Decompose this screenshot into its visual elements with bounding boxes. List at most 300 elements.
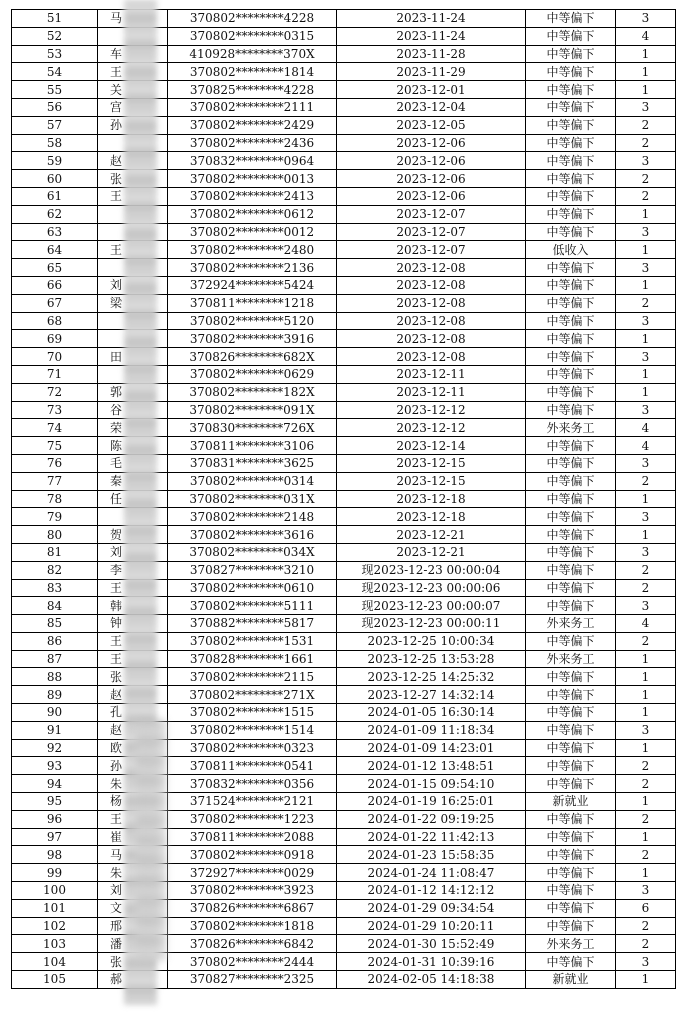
row-number-cell: 67 <box>12 294 98 312</box>
household-count-cell: 3 <box>616 882 676 900</box>
row-number-cell: 76 <box>12 454 98 472</box>
household-count-cell: 2 <box>616 134 676 152</box>
id-number-cell: 370826********682X <box>168 348 337 366</box>
date-cell: 2023-12-01 <box>337 81 526 99</box>
table-row <box>12 739 676 757</box>
id-number-cell: 371524********2121 <box>168 793 337 811</box>
name-text: 孙 <box>110 758 124 773</box>
table-row <box>12 686 676 704</box>
table-row <box>12 971 676 989</box>
household-count-cell: 1 <box>616 704 676 722</box>
category-cell: 中等偏下 <box>526 330 616 348</box>
name-text: 刘 <box>110 278 124 293</box>
household-count-cell: 2 <box>616 561 676 579</box>
row-number-cell: 99 <box>12 864 98 882</box>
table-row <box>12 401 676 419</box>
date-cell: 2023-12-08 <box>337 276 526 294</box>
name-text: 朱 <box>110 865 124 880</box>
row-number-cell: 105 <box>12 971 98 989</box>
id-number-cell: 370825********4228 <box>168 81 337 99</box>
date-cell: 2023-12-11 <box>337 365 526 383</box>
household-count-cell: 2 <box>616 187 676 205</box>
category-cell: 中等偏下 <box>526 27 616 45</box>
household-count-cell: 2 <box>616 632 676 650</box>
name-text: 刘 <box>110 545 124 560</box>
date-cell: 2023-12-12 <box>337 419 526 437</box>
table-row <box>12 81 676 99</box>
row-number-cell: 52 <box>12 27 98 45</box>
row-number-cell: 64 <box>12 241 98 259</box>
date-cell: 现2023-12-23 00:00:11 <box>337 615 526 633</box>
category-cell: 中等偏下 <box>526 561 616 579</box>
household-count-cell: 4 <box>616 419 676 437</box>
row-number-cell: 92 <box>12 739 98 757</box>
date-cell: 2023-12-08 <box>337 259 526 277</box>
name-text: 车 <box>110 46 124 61</box>
date-cell: 2023-12-07 <box>337 241 526 259</box>
category-cell: 中等偏下 <box>526 597 616 615</box>
table-row <box>12 116 676 134</box>
category-cell: 中等偏下 <box>526 187 616 205</box>
id-number-cell: 370802********2429 <box>168 116 337 134</box>
category-cell: 中等偏下 <box>526 882 616 900</box>
name-text: 潘 <box>110 936 124 951</box>
household-count-cell: 3 <box>616 312 676 330</box>
table-row <box>12 615 676 633</box>
category-cell: 中等偏下 <box>526 170 616 188</box>
row-number-cell: 97 <box>12 828 98 846</box>
household-count-cell: 3 <box>616 454 676 472</box>
household-count-cell: 4 <box>616 437 676 455</box>
table-row <box>12 846 676 864</box>
date-cell: 2024-01-30 15:52:49 <box>337 935 526 953</box>
category-cell: 中等偏下 <box>526 526 616 544</box>
table-row <box>12 259 676 277</box>
category-cell: 中等偏下 <box>526 757 616 775</box>
name-text: 钟 <box>110 616 124 631</box>
table-body <box>12 10 676 989</box>
name-text: 王 <box>110 652 124 667</box>
id-number-cell: 370802********0629 <box>168 365 337 383</box>
id-number-cell: 370802********2111 <box>168 98 337 116</box>
date-cell: 2023-11-24 <box>337 10 526 28</box>
name-text: 赵 <box>110 723 124 738</box>
date-cell: 2023-12-18 <box>337 508 526 526</box>
date-cell: 2023-12-25 10:00:34 <box>337 632 526 650</box>
table-row <box>12 953 676 971</box>
name-text: 王 <box>110 242 124 257</box>
name-text: 贺 <box>110 527 124 542</box>
category-cell: 新就业 <box>526 793 616 811</box>
name-text: 欧 <box>110 741 124 756</box>
date-cell: 2024-01-05 16:30:14 <box>337 704 526 722</box>
date-cell: 2023-12-25 14:25:32 <box>337 668 526 686</box>
row-number-cell: 79 <box>12 508 98 526</box>
table-row <box>12 241 676 259</box>
date-cell: 2023-12-21 <box>337 526 526 544</box>
id-number-cell: 370802********2413 <box>168 187 337 205</box>
row-number-cell: 57 <box>12 116 98 134</box>
id-number-cell: 370802********5111 <box>168 597 337 615</box>
row-number-cell: 102 <box>12 917 98 935</box>
date-cell: 2023-11-28 <box>337 45 526 63</box>
row-number-cell: 78 <box>12 490 98 508</box>
date-cell: 2024-01-09 11:18:34 <box>337 721 526 739</box>
category-cell: 外来务工 <box>526 419 616 437</box>
name-text: 刘 <box>110 883 124 898</box>
table-row <box>12 650 676 668</box>
name-text: 朱 <box>110 776 124 791</box>
id-number-cell: 370830********726X <box>168 419 337 437</box>
id-number-cell: 370802********2436 <box>168 134 337 152</box>
date-cell: 2023-12-25 13:53:28 <box>337 650 526 668</box>
table-row <box>12 472 676 490</box>
id-number-cell: 370811********0541 <box>168 757 337 775</box>
category-cell: 中等偏下 <box>526 721 616 739</box>
date-cell: 2024-01-22 11:42:13 <box>337 828 526 846</box>
date-cell: 2024-02-05 14:18:38 <box>337 971 526 989</box>
date-cell: 2023-12-06 <box>337 187 526 205</box>
row-number-cell: 62 <box>12 205 98 223</box>
table-row <box>12 437 676 455</box>
household-count-cell: 1 <box>616 668 676 686</box>
row-number-cell: 54 <box>12 63 98 81</box>
id-number-cell: 370831********3625 <box>168 454 337 472</box>
table-row <box>12 793 676 811</box>
category-cell: 中等偏下 <box>526 259 616 277</box>
name-text: 王 <box>110 812 124 827</box>
category-cell: 中等偏下 <box>526 437 616 455</box>
category-cell: 中等偏下 <box>526 864 616 882</box>
category-cell: 中等偏下 <box>526 508 616 526</box>
id-number-cell: 370811********3106 <box>168 437 337 455</box>
date-cell: 2023-12-18 <box>337 490 526 508</box>
table-row <box>12 98 676 116</box>
category-cell: 中等偏下 <box>526 365 616 383</box>
household-count-cell: 1 <box>616 330 676 348</box>
household-count-cell: 2 <box>616 472 676 490</box>
name-text: 邢 <box>110 919 124 934</box>
name-text: 赵 <box>110 687 124 702</box>
id-number-cell: 370827********3210 <box>168 561 337 579</box>
row-number-cell: 75 <box>12 437 98 455</box>
row-number-cell: 86 <box>12 632 98 650</box>
id-number-cell: 370802********2444 <box>168 953 337 971</box>
name-text: 宫 <box>110 100 124 115</box>
name-text: 张 <box>110 954 124 969</box>
category-cell: 中等偏下 <box>526 63 616 81</box>
id-number-cell: 370832********0356 <box>168 775 337 793</box>
date-cell: 2023-12-14 <box>337 437 526 455</box>
table-row <box>12 205 676 223</box>
category-cell: 中等偏下 <box>526 205 616 223</box>
name-text: 马 <box>110 847 124 862</box>
household-count-cell: 2 <box>616 935 676 953</box>
row-number-cell: 53 <box>12 45 98 63</box>
table-row <box>12 579 676 597</box>
date-cell: 2023-12-07 <box>337 205 526 223</box>
date-cell: 2023-12-08 <box>337 348 526 366</box>
name-text: 陈 <box>110 438 124 453</box>
date-cell: 2024-01-29 10:20:11 <box>337 917 526 935</box>
household-count-cell: 2 <box>616 917 676 935</box>
household-count-cell: 4 <box>616 27 676 45</box>
privacy-blur-mask-lower <box>136 720 166 960</box>
id-number-cell: 370802********0918 <box>168 846 337 864</box>
id-number-cell: 370802********034X <box>168 543 337 561</box>
id-number-cell: 370802********2148 <box>168 508 337 526</box>
row-number-cell: 103 <box>12 935 98 953</box>
name-text: 荣 <box>110 420 124 435</box>
row-number-cell: 60 <box>12 170 98 188</box>
date-cell: 2024-01-15 09:54:10 <box>337 775 526 793</box>
name-text: 毛 <box>110 456 124 471</box>
date-cell: 2024-01-12 14:12:12 <box>337 882 526 900</box>
id-number-cell: 370802********0012 <box>168 223 337 241</box>
date-cell: 2023-12-07 <box>337 223 526 241</box>
date-cell: 2023-12-06 <box>337 134 526 152</box>
name-text: 王 <box>110 580 124 595</box>
category-cell: 中等偏下 <box>526 45 616 63</box>
household-count-cell: 1 <box>616 793 676 811</box>
id-number-cell: 370802********1818 <box>168 917 337 935</box>
category-cell: 中等偏下 <box>526 917 616 935</box>
table-row <box>12 899 676 917</box>
category-cell: 中等偏下 <box>526 10 616 28</box>
row-number-cell: 56 <box>12 98 98 116</box>
id-number-cell: 370802********2480 <box>168 241 337 259</box>
table-row <box>12 276 676 294</box>
id-number-cell: 370802********1814 <box>168 63 337 81</box>
name-text: 郝 <box>110 972 124 987</box>
table-row <box>12 917 676 935</box>
name-text: 崔 <box>110 830 124 845</box>
table-row <box>12 543 676 561</box>
id-number-cell: 370828********1661 <box>168 650 337 668</box>
id-number-cell: 370802********3916 <box>168 330 337 348</box>
table-row <box>12 810 676 828</box>
id-number-cell: 370827********2325 <box>168 971 337 989</box>
row-number-cell: 89 <box>12 686 98 704</box>
date-cell: 2024-01-29 09:34:54 <box>337 899 526 917</box>
category-cell: 中等偏下 <box>526 348 616 366</box>
id-number-cell: 372927********0029 <box>168 864 337 882</box>
row-number-cell: 93 <box>12 757 98 775</box>
table-row <box>12 294 676 312</box>
row-number-cell: 55 <box>12 81 98 99</box>
id-number-cell: 370832********0964 <box>168 152 337 170</box>
name-text: 韩 <box>110 598 124 613</box>
name-text: 文 <box>110 901 124 916</box>
name-text: 张 <box>110 171 124 186</box>
id-number-cell: 370802********031X <box>168 490 337 508</box>
id-number-cell: 370802********0314 <box>168 472 337 490</box>
row-number-cell: 63 <box>12 223 98 241</box>
date-cell: 2024-01-09 14:23:01 <box>337 739 526 757</box>
table-row <box>12 561 676 579</box>
household-count-cell: 3 <box>616 223 676 241</box>
category-cell: 中等偏下 <box>526 116 616 134</box>
id-number-cell: 410928********370X <box>168 45 337 63</box>
id-number-cell: 370802********271X <box>168 686 337 704</box>
household-count-cell: 1 <box>616 971 676 989</box>
table-row <box>12 454 676 472</box>
date-cell: 2024-01-24 11:08:47 <box>337 864 526 882</box>
household-count-cell: 2 <box>616 757 676 775</box>
row-number-cell: 72 <box>12 383 98 401</box>
id-number-cell: 370811********2088 <box>168 828 337 846</box>
category-cell: 低收入 <box>526 241 616 259</box>
category-cell: 中等偏下 <box>526 472 616 490</box>
table-row <box>12 134 676 152</box>
date-cell: 2023-12-06 <box>337 152 526 170</box>
date-cell: 2023-12-15 <box>337 454 526 472</box>
table-row <box>12 597 676 615</box>
row-number-cell: 66 <box>12 276 98 294</box>
name-text: 郭 <box>110 385 124 400</box>
name-text: 张 <box>110 669 124 684</box>
row-number-cell: 73 <box>12 401 98 419</box>
row-number-cell: 71 <box>12 365 98 383</box>
row-number-cell: 95 <box>12 793 98 811</box>
category-cell: 中等偏下 <box>526 668 616 686</box>
name-text: 杨 <box>110 794 124 809</box>
id-number-cell: 370802********0315 <box>168 27 337 45</box>
row-number-cell: 61 <box>12 187 98 205</box>
name-text: 马 <box>110 11 124 26</box>
category-cell: 中等偏下 <box>526 846 616 864</box>
date-cell: 2023-11-29 <box>337 63 526 81</box>
name-text: 王 <box>110 189 124 204</box>
name-text: 李 <box>110 563 124 578</box>
category-cell: 中等偏下 <box>526 81 616 99</box>
date-cell: 现2023-12-23 00:00:06 <box>337 579 526 597</box>
household-count-cell: 2 <box>616 846 676 864</box>
date-cell: 现2023-12-23 00:00:04 <box>337 561 526 579</box>
table-row <box>12 490 676 508</box>
category-cell: 中等偏下 <box>526 704 616 722</box>
table-row <box>12 935 676 953</box>
id-number-cell: 370802********3923 <box>168 882 337 900</box>
household-count-cell: 3 <box>616 597 676 615</box>
name-text: 谷 <box>110 402 124 417</box>
table-row <box>12 383 676 401</box>
category-cell: 中等偏下 <box>526 632 616 650</box>
row-number-cell: 84 <box>12 597 98 615</box>
id-number-cell: 370802********0323 <box>168 739 337 757</box>
row-number-cell: 104 <box>12 953 98 971</box>
date-cell: 2023-12-12 <box>337 401 526 419</box>
category-cell: 外来务工 <box>526 650 616 668</box>
table-row <box>12 45 676 63</box>
table-row <box>12 170 676 188</box>
id-number-cell: 370802********2136 <box>168 259 337 277</box>
id-number-cell: 370802********0612 <box>168 205 337 223</box>
household-count-cell: 1 <box>616 383 676 401</box>
id-number-cell: 370802********4228 <box>168 10 337 28</box>
category-cell: 中等偏下 <box>526 152 616 170</box>
table-row <box>12 10 676 28</box>
household-count-cell: 1 <box>616 45 676 63</box>
row-number-cell: 94 <box>12 775 98 793</box>
household-count-cell: 3 <box>616 401 676 419</box>
date-cell: 2024-01-31 10:39:16 <box>337 953 526 971</box>
household-count-cell: 3 <box>616 721 676 739</box>
table-row <box>12 312 676 330</box>
household-count-cell: 2 <box>616 294 676 312</box>
category-cell: 中等偏下 <box>526 98 616 116</box>
table-row <box>12 632 676 650</box>
category-cell: 中等偏下 <box>526 134 616 152</box>
date-cell: 现2023-12-23 00:00:07 <box>337 597 526 615</box>
id-number-cell: 370802********182X <box>168 383 337 401</box>
id-number-cell: 370802********0610 <box>168 579 337 597</box>
id-number-cell: 370802********1223 <box>168 810 337 828</box>
row-number-cell: 88 <box>12 668 98 686</box>
date-cell: 2024-01-19 16:25:01 <box>337 793 526 811</box>
id-number-cell: 370802********1515 <box>168 704 337 722</box>
household-count-cell: 1 <box>616 241 676 259</box>
table-row <box>12 526 676 544</box>
date-cell: 2023-12-05 <box>337 116 526 134</box>
table-row <box>12 223 676 241</box>
household-count-cell: 1 <box>616 526 676 544</box>
household-count-cell: 1 <box>616 739 676 757</box>
id-number-cell: 370802********3616 <box>168 526 337 544</box>
table-row <box>12 187 676 205</box>
table-row <box>12 419 676 437</box>
table-row <box>12 882 676 900</box>
category-cell: 中等偏下 <box>526 953 616 971</box>
table-row <box>12 864 676 882</box>
row-number-cell: 85 <box>12 615 98 633</box>
category-cell: 外来务工 <box>526 615 616 633</box>
household-count-cell: 2 <box>616 170 676 188</box>
table-row <box>12 330 676 348</box>
row-number-cell: 100 <box>12 882 98 900</box>
table-row <box>12 757 676 775</box>
household-count-cell: 3 <box>616 152 676 170</box>
category-cell: 中等偏下 <box>526 739 616 757</box>
table-row <box>12 63 676 81</box>
household-count-cell: 3 <box>616 259 676 277</box>
id-number-cell: 370826********6842 <box>168 935 337 953</box>
row-number-cell: 90 <box>12 704 98 722</box>
row-number-cell: 87 <box>12 650 98 668</box>
household-count-cell: 2 <box>616 810 676 828</box>
household-count-cell: 1 <box>616 365 676 383</box>
date-cell: 2023-12-08 <box>337 330 526 348</box>
name-text: 王 <box>110 634 124 649</box>
household-count-cell: 3 <box>616 98 676 116</box>
date-cell: 2024-01-22 09:19:25 <box>337 810 526 828</box>
row-number-cell: 82 <box>12 561 98 579</box>
category-cell: 新就业 <box>526 971 616 989</box>
category-cell: 中等偏下 <box>526 686 616 704</box>
id-number-cell: 370802********1531 <box>168 632 337 650</box>
name-text: 梁 <box>110 296 124 311</box>
category-cell: 外来务工 <box>526 935 616 953</box>
table-row <box>12 704 676 722</box>
household-count-cell: 3 <box>616 348 676 366</box>
date-cell: 2023-12-21 <box>337 543 526 561</box>
household-count-cell: 3 <box>616 10 676 28</box>
household-count-cell: 1 <box>616 828 676 846</box>
table-row <box>12 152 676 170</box>
table-row <box>12 775 676 793</box>
household-count-cell: 4 <box>616 615 676 633</box>
id-number-cell: 372924********5424 <box>168 276 337 294</box>
